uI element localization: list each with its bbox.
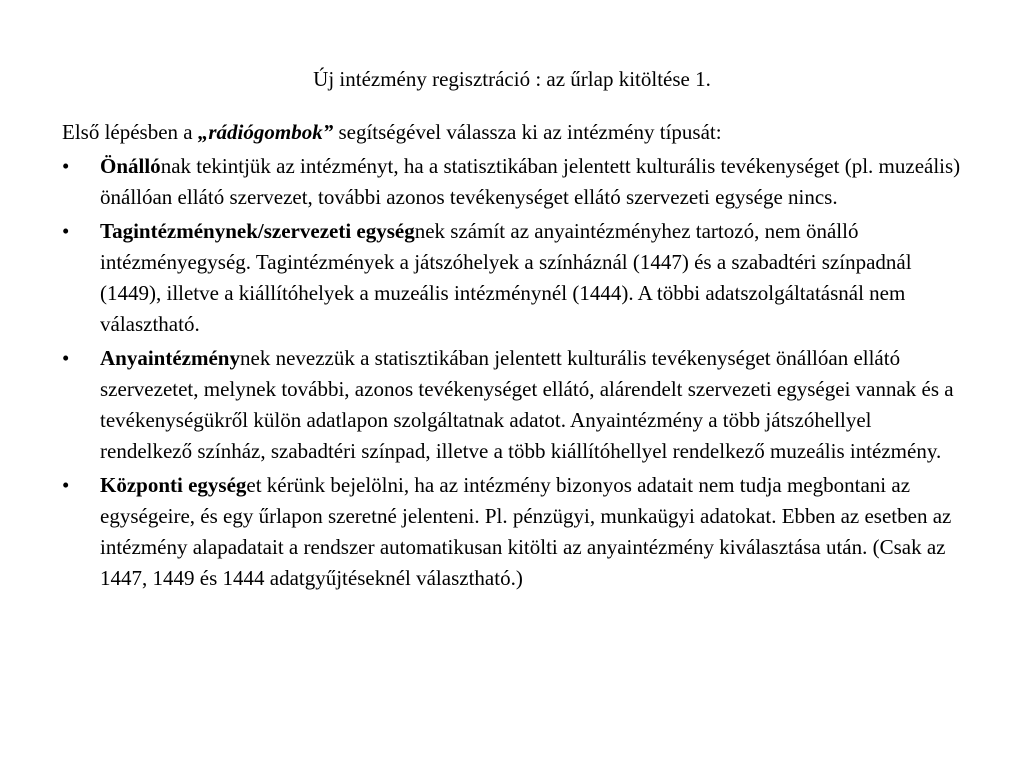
bullet-item-onallo bbox=[62, 151, 968, 213]
bullet-dot-icon: • bbox=[62, 346, 70, 370]
bullet-term: Önálló bbox=[100, 154, 161, 178]
intro-text-after: segítségével válassza ki az intézmény típusát: bbox=[333, 120, 722, 144]
bullet-dot-icon: • bbox=[62, 154, 70, 178]
bullet-text: nek nevezzük a statisztikában jelentett kulturális tevékenységet önállóan ellátó szervezetet, melynek további, azonos tevékenységet ellátó, alárendelt szervezeti egységei vannak és a tevékenységükről külön adatlapon szolgáltatnak adatot. Anyaintézmény a több játszóhellyel rendelkező színház, szabadtéri színpad, illetve a több kiállítóhellyel rendelkező muzeális intézmény. bbox=[100, 346, 954, 463]
bullet-term: Központi egység bbox=[100, 473, 247, 497]
bullet-term: Anyaintézmény bbox=[100, 346, 240, 370]
bullet-text: nak tekintjük az intézményt, ha a statisztikában jelentett kulturális tevékenységet (pl. muzeális) önállóan ellátó szervezet, további azonos tevékenységet ellátó szervezeti egysége nincs. bbox=[100, 154, 961, 209]
bullet-item-kozponti-egyseg bbox=[62, 470, 968, 594]
bullet-text: et kérünk bejelölni, ha az intézmény bizonyos adatait nem tudja megbontani az egységeire, és egy űrlapon szeretné jelenteni. Pl. pénzügyi, munkaügyi adatokat. Ebben az esetben az intézmény alapadatait a rendszer automatikusan kitölti az anyaintézmény kiválasztása után. (Csak az 1447, 1449 és 1444 adatgyűjtéseknél választható.) bbox=[100, 473, 952, 590]
bullet-item-anyaintezmeny bbox=[62, 343, 968, 467]
slide-title: Új intézmény regisztráció : az űrlap kitöltése 1. bbox=[313, 67, 711, 91]
bullet-term: Tagintézménynek/szervezeti egység bbox=[100, 219, 415, 243]
bullet-dot-icon: • bbox=[62, 219, 70, 243]
bullet-list bbox=[62, 151, 968, 594]
intro-text-before: Első lépésben a bbox=[62, 120, 198, 144]
slide-content bbox=[62, 117, 968, 597]
bullet-text: nek számít az anyaintézményhez tartozó, nem önálló intézményegység. Tagintézmények a játszóhelyek a színháznál (1447) és a szabadtéri színpadnál (1449), illetve a kiállítóhelyek a muzeális intézménynél (1444). A többi adatszolgáltatásnál nem választható. bbox=[100, 219, 912, 336]
intro-emphasis: „rádiógombok” bbox=[197, 120, 334, 144]
bullet-item-tagintezmeny bbox=[62, 216, 968, 340]
intro-paragraph bbox=[62, 117, 968, 148]
bullet-dot-icon: • bbox=[62, 473, 70, 497]
